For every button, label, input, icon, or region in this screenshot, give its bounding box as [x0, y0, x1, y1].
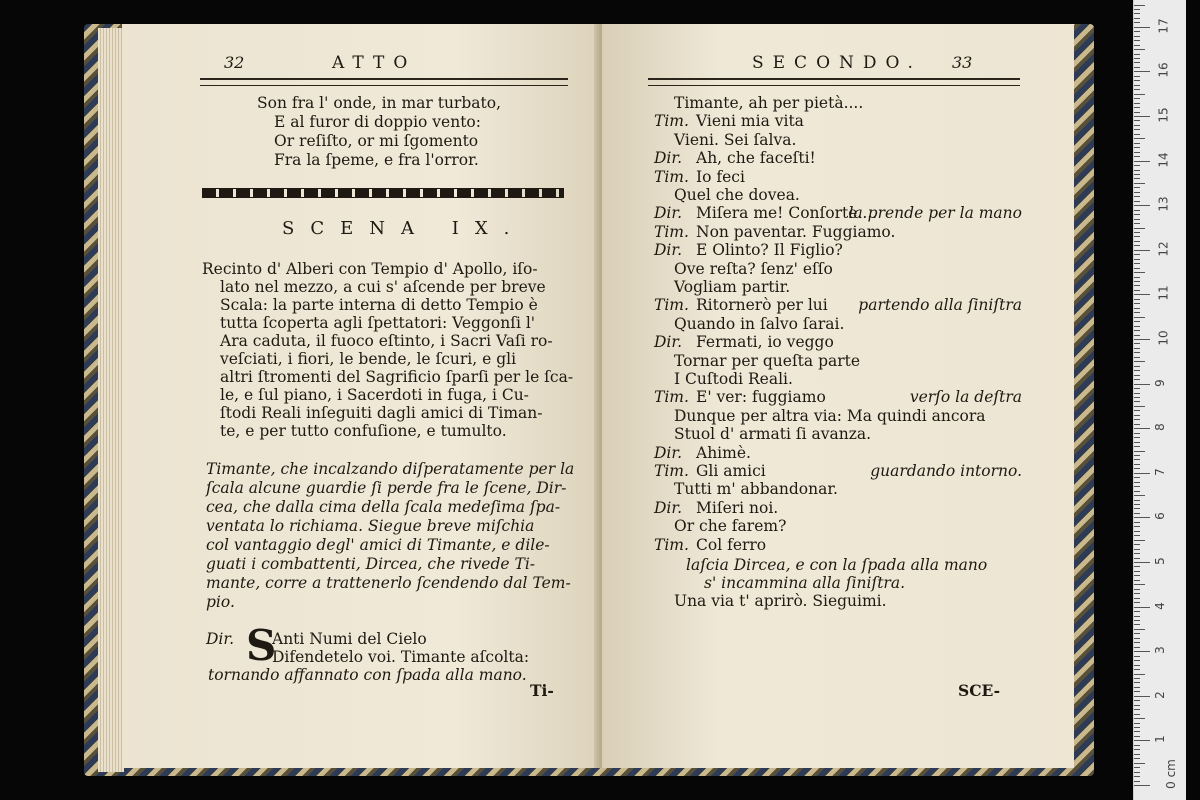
ruler-tick	[1134, 223, 1140, 224]
dialogue-line: Ritornerò per lui	[696, 296, 828, 315]
ruler-tick	[1134, 593, 1140, 594]
ruler-tick	[1134, 27, 1150, 28]
dialogue-line: Anti Numi del Cielo	[272, 630, 427, 648]
ruler-tick	[1134, 187, 1140, 188]
dialogue-line: Stuol d' armati ſi avanza.	[674, 425, 872, 444]
ruler-number: 1	[1152, 735, 1167, 744]
ruler-tick	[1134, 36, 1140, 37]
ruler-tick	[1134, 330, 1140, 331]
ruler-number: 2	[1152, 690, 1167, 699]
ruler-tick	[1134, 459, 1140, 460]
final-line: Una via t' aprirò. Sieguimi.	[674, 592, 887, 610]
ruler-tick	[1134, 241, 1140, 242]
ruler-tick	[1134, 205, 1150, 206]
ruler-tick	[1134, 482, 1140, 483]
ruler-number: 8	[1152, 423, 1167, 432]
ruler-tick	[1134, 94, 1145, 95]
ruler-tick	[1134, 611, 1140, 612]
speaker-label: Dir.	[654, 443, 683, 462]
ruler-tick	[1134, 562, 1150, 563]
catchword-right: SCE-	[958, 681, 1001, 700]
speaker-label: Tim.	[654, 535, 689, 554]
ruler-tick	[1134, 22, 1140, 23]
ruler-tick	[1134, 161, 1150, 162]
ruler-tick	[1134, 508, 1140, 509]
ruler-tick	[1134, 575, 1140, 576]
setting-line: te, e per tutto confuſione, e tumulto.	[220, 422, 507, 440]
ruler-tick	[1134, 754, 1140, 755]
ruler-tick	[1134, 464, 1140, 465]
speaker-label: Tim.	[654, 462, 689, 480]
page-number-right: 33	[952, 53, 973, 72]
ruler-tick	[1134, 660, 1140, 661]
dialogue-line: Miſera me! Conſorte....	[696, 204, 878, 223]
dialogue-line: E' ver: fuggiamo	[696, 388, 826, 407]
ruler-tick	[1134, 321, 1140, 322]
speaker-label: Dir.	[654, 149, 683, 168]
stage-direction-line: guati i combattenti, Dircea, che rivede Ti-	[206, 555, 536, 573]
running-head-left: ATTO	[332, 53, 417, 73]
ruler-tick	[1134, 361, 1145, 362]
setting-line: Recinto d' Alberi con Tempio d' Apollo, iſo-	[202, 260, 538, 278]
ruler-tick	[1134, 406, 1145, 407]
ruler-tick	[1134, 446, 1140, 447]
ruler-tick	[1134, 647, 1140, 648]
ruler-tick	[1134, 709, 1140, 710]
ruler-tick	[1134, 656, 1140, 657]
ruler-tick	[1134, 517, 1150, 518]
dialogue-line: Vieni mia vita	[696, 112, 804, 131]
ruler-tick	[1134, 718, 1145, 719]
ruler-tick	[1134, 638, 1140, 639]
setting-line: altri ſtromenti del Sagrificio ſparſi per le ſca-	[220, 368, 574, 386]
speaker-label: Tim.	[654, 112, 689, 131]
ruler-tick	[1134, 170, 1140, 171]
dialogue-line: Or che farem?	[674, 517, 787, 536]
ruler-tick	[1134, 674, 1145, 675]
ruler-tick	[1134, 571, 1140, 572]
dialogue-line: Tutti m' abbandonar.	[674, 480, 838, 499]
verse-line: Fra la ſpeme, e fra l'orror.	[274, 151, 479, 169]
ruler-tick	[1134, 531, 1140, 532]
exit-direction-line: s' incammina alla ſiniſtra.	[704, 574, 906, 592]
ruler-tick	[1134, 705, 1140, 706]
ruler-tick	[1134, 201, 1140, 202]
ruler-tick	[1134, 18, 1140, 19]
ruler-tick	[1134, 526, 1140, 527]
dialogue-line: Ove reſta? ſenz' eſſo	[674, 259, 833, 278]
ruler-tick	[1134, 736, 1140, 737]
ruler-tick	[1134, 522, 1140, 523]
page-edges	[98, 28, 124, 772]
speaker-label: Dir.	[654, 498, 683, 517]
dialogue-line: I Cuſtodi Reali.	[674, 370, 793, 388]
ruler-tick	[1134, 370, 1140, 371]
ruler-tick	[1134, 107, 1140, 108]
ruler-tick	[1134, 616, 1140, 617]
ruler-tick	[1134, 437, 1140, 438]
speaker-label: Tim.	[654, 222, 689, 241]
ruler-tick	[1134, 98, 1140, 99]
dialogue-line: Ah, che faceſti!	[696, 149, 816, 168]
verse-line: Or reſiſto, or mi ſgomento	[274, 132, 479, 150]
ruler-tick	[1134, 228, 1145, 229]
ruler-tick	[1134, 642, 1140, 643]
ruler-number: 14	[1156, 151, 1171, 168]
ruler-tick	[1134, 303, 1140, 304]
ruler-tick	[1134, 473, 1150, 474]
setting-line: lato nel mezzo, a cui s' aſcende per breve	[220, 278, 546, 296]
ruler-tick	[1134, 477, 1140, 478]
ruler-tick	[1134, 214, 1140, 215]
drop-cap: S	[246, 621, 277, 670]
header-rule-left	[200, 78, 568, 86]
ruler-tick	[1134, 669, 1140, 670]
ruler-tick	[1134, 714, 1140, 715]
ruler-tick	[1134, 308, 1140, 309]
ruler-tick	[1134, 13, 1140, 14]
ruler-tick	[1134, 397, 1140, 398]
ruler-tick	[1134, 9, 1140, 10]
ruler-number: 3	[1152, 646, 1167, 655]
ruler-tick	[1134, 152, 1140, 153]
ruler-tick	[1134, 758, 1140, 759]
dialogue-line: Vieni. Sei ſalva.	[674, 130, 797, 149]
speaker-label: Dir.	[654, 241, 683, 260]
left-page	[122, 24, 600, 768]
ruler-tick	[1134, 745, 1140, 746]
verse-line: E al furor di doppio vento:	[274, 113, 481, 131]
ruler-tick	[1134, 513, 1140, 514]
ruler-number: 7	[1152, 467, 1167, 476]
ruler-tick	[1134, 183, 1145, 184]
catchword-left: Ti-	[530, 681, 554, 700]
ruler-tick	[1134, 495, 1145, 496]
ruler-tick	[1134, 129, 1140, 130]
ruler-tick	[1134, 281, 1140, 282]
ruler-tick	[1134, 749, 1140, 750]
ruler-tick	[1134, 428, 1150, 429]
dialogue-line: Difendetelo voi. Timante aſcolta:	[272, 648, 530, 666]
ruler-tick	[1134, 263, 1140, 264]
ruler-tick	[1134, 357, 1140, 358]
page-number-left: 32	[224, 53, 245, 72]
ruler-tick	[1134, 174, 1140, 175]
ruler-tick	[1134, 339, 1150, 340]
ruler-tick	[1134, 5, 1145, 6]
speaker-label: Dir.	[206, 630, 235, 648]
stage-direction-line: cea, che dalla cima della ſcala medeſima ſpa-	[206, 498, 561, 516]
ruler-tick	[1134, 549, 1140, 550]
ruler-tick	[1134, 491, 1140, 492]
ruler-tick	[1134, 219, 1140, 220]
ruler-tick	[1134, 250, 1150, 251]
ruler-tick	[1134, 147, 1140, 148]
ruler-tick	[1134, 580, 1140, 581]
ruler-tick	[1134, 277, 1140, 278]
ruler-tick	[1134, 442, 1140, 443]
stage-direction-inline: la prende per la mano	[848, 204, 1022, 223]
ruler-tick	[1134, 419, 1140, 420]
setting-line: tutta ſcoperta agli ſpettatori: Veggonſi l'	[220, 314, 536, 332]
ruler-tick	[1134, 544, 1140, 545]
ruler-tick	[1134, 566, 1140, 567]
ruler-number: 11	[1156, 285, 1171, 302]
stage-direction-line: pio.	[206, 593, 235, 611]
ruler-tick	[1134, 723, 1140, 724]
ruler-tick	[1134, 651, 1150, 652]
ruler-number: 13	[1156, 196, 1171, 212]
ruler-tick	[1134, 375, 1140, 376]
stage-direction-inline: tornando affannato con ſpada alla mano.	[208, 666, 527, 684]
right-page	[602, 24, 1074, 768]
ruler-tick	[1134, 259, 1140, 260]
ruler-number: 0 cm	[1163, 759, 1178, 789]
ruler-tick	[1134, 348, 1140, 349]
ruler-tick	[1134, 535, 1140, 536]
stage-direction-inline: verſo la deſtra	[909, 388, 1022, 407]
dialogue-line: Miſeri noi.	[696, 498, 779, 517]
ruler-tick	[1134, 326, 1140, 327]
ruler-tick	[1134, 125, 1140, 126]
ruler-tick	[1134, 89, 1140, 90]
speaker-label: Tim.	[654, 388, 689, 407]
setting-line: ſtodi Reali inſeguiti dagli amici di Timan-	[220, 404, 543, 422]
dialogue-line: Ahimè.	[696, 443, 751, 462]
ruler-number: 10	[1156, 330, 1171, 346]
ruler-tick	[1134, 776, 1140, 777]
stage-direction-line: mante, corre a trattenerlo ſcendendo dal Tem-	[206, 574, 571, 592]
ruler-tick	[1134, 727, 1140, 728]
ruler-tick	[1134, 468, 1140, 469]
ruler-tick	[1134, 763, 1145, 764]
ruler-tick	[1134, 379, 1140, 380]
stage-direction-line: Timante, che incalzando diſperatamente per la	[206, 460, 575, 478]
dialogue-line: Timante, ah per pietà....	[674, 94, 864, 112]
speaker-label: Dir.	[654, 333, 683, 352]
ruler-number: 5	[1152, 557, 1167, 565]
ruler-tick	[1134, 602, 1140, 603]
ruler-tick	[1134, 401, 1140, 402]
ruler-tick	[1134, 103, 1140, 104]
ruler-tick	[1134, 451, 1145, 452]
dialogue-line: Quando in ſalvo ſarai.	[674, 314, 845, 333]
ruler-tick	[1134, 254, 1140, 255]
ruler-tick	[1134, 785, 1150, 786]
ruler-tick	[1134, 682, 1140, 683]
ruler-tick	[1134, 268, 1140, 269]
stage-direction-inline: partendo alla ſiniſtra	[858, 296, 1022, 315]
ruler-tick	[1134, 607, 1150, 608]
measurement-ruler	[1133, 0, 1186, 800]
ruler-tick	[1134, 384, 1150, 385]
setting-line: veſciati, i fiori, le bende, le ſcuri, e gli	[220, 350, 517, 368]
ruler-tick	[1134, 112, 1140, 113]
ruler-tick	[1134, 76, 1140, 77]
ruler-tick	[1134, 500, 1140, 501]
ruler-tick	[1134, 388, 1140, 389]
scene-title: SCENA IX.	[282, 218, 526, 239]
ruler-tick	[1134, 67, 1140, 68]
ruler-tick	[1134, 584, 1145, 585]
ruler-number: 4	[1152, 601, 1167, 610]
ruler-tick	[1134, 120, 1140, 121]
dialogue-line: Gli amici	[696, 462, 766, 480]
ruler-tick	[1134, 245, 1140, 246]
ruler-tick	[1134, 85, 1140, 86]
ruler-tick	[1134, 31, 1140, 32]
ruler-tick	[1134, 165, 1140, 166]
ruler-tick	[1134, 433, 1140, 434]
ruler-tick	[1134, 731, 1140, 732]
ruler-tick	[1134, 393, 1140, 394]
ruler-tick	[1134, 54, 1140, 55]
speaker-label: Tim.	[654, 296, 689, 315]
ruler-tick	[1134, 45, 1140, 46]
ruler-tick	[1134, 629, 1145, 630]
ruler-tick	[1134, 352, 1140, 353]
ruler-tick	[1134, 40, 1140, 41]
ruler-tick	[1134, 272, 1145, 273]
verse-line: Son fra l' onde, in mar turbato,	[257, 94, 501, 112]
stage-direction-line: ventata lo richiama. Siegue breve miſchia	[206, 517, 535, 535]
ruler-tick	[1134, 80, 1140, 81]
dialogue-line: Vogliam partir.	[674, 278, 791, 296]
ruler-tick	[1134, 143, 1140, 144]
ruler-tick	[1134, 138, 1145, 139]
ruler-tick	[1134, 410, 1140, 411]
dialogue-line: Quel che dovea.	[674, 186, 800, 204]
ruler-tick	[1134, 285, 1140, 286]
ruler-tick	[1134, 58, 1140, 59]
ruler-tick	[1134, 178, 1140, 179]
exit-direction-line: laſcia Dircea, e con la ſpada alla mano	[686, 556, 988, 574]
dialogue-line: Col ferro	[696, 535, 767, 554]
ruler-tick	[1134, 62, 1140, 63]
ruler-tick	[1134, 134, 1140, 135]
ruler-tick	[1134, 343, 1140, 344]
ruler-tick	[1134, 192, 1140, 193]
ruler-tick	[1134, 424, 1140, 425]
ruler-tick	[1134, 624, 1140, 625]
ruler-tick	[1134, 504, 1140, 505]
ruler-tick	[1134, 553, 1140, 554]
ruler-tick	[1134, 455, 1140, 456]
dialogue-line: Fermati, io veggo	[696, 333, 834, 352]
ruler-tick	[1134, 294, 1150, 295]
ornament-rule	[202, 188, 564, 198]
stage-direction-line: ſcala alcune guardie ſi perde fra le ſcene, Dir-	[206, 479, 567, 497]
ruler-tick	[1134, 71, 1150, 72]
ruler-tick	[1134, 665, 1140, 666]
ruler-tick	[1134, 691, 1140, 692]
ruler-tick	[1134, 415, 1140, 416]
ruler-tick	[1134, 696, 1150, 697]
ruler-tick	[1134, 116, 1150, 117]
ruler-tick	[1134, 700, 1140, 701]
dialogue-line: Tornar per queſta parte	[674, 351, 861, 370]
stage-direction-line: col vantaggio degl' amici di Timante, e dile-	[206, 536, 550, 554]
ruler-tick	[1134, 767, 1140, 768]
ruler-tick	[1134, 687, 1140, 688]
setting-line: Scala: la parte interna di detto Tempio è	[220, 296, 538, 314]
ruler-tick	[1134, 620, 1140, 621]
ruler-tick	[1134, 232, 1140, 233]
dialogue-line: E Olinto? Il Figlio?	[696, 241, 843, 260]
ruler-tick	[1134, 558, 1140, 559]
ruler-tick	[1134, 740, 1150, 741]
ruler-tick	[1134, 317, 1145, 318]
dialogue-line: Io feci	[696, 167, 745, 186]
dialogue-line: Non paventar. Fuggiamo.	[696, 222, 896, 241]
ruler-number: 6	[1152, 512, 1167, 521]
running-head-right: SECONDO.	[752, 53, 922, 73]
setting-line: Ara caduta, il fuoco eſtinto, i Sacri Vaſi ro-	[220, 332, 553, 350]
ruler-tick	[1134, 335, 1140, 336]
ruler-tick	[1134, 196, 1140, 197]
ruler-tick	[1134, 236, 1140, 237]
ruler-tick	[1134, 366, 1140, 367]
dialogue-line: Dunque per altra via: Ma quindi ancora	[674, 406, 986, 425]
ruler-tick	[1134, 299, 1140, 300]
header-rule-right	[648, 78, 1020, 86]
ruler-tick	[1134, 772, 1140, 773]
ruler-tick	[1134, 49, 1145, 50]
ruler-tick	[1134, 633, 1140, 634]
ruler-number: 17	[1156, 18, 1171, 34]
ruler-tick	[1134, 678, 1140, 679]
speaker-label: Dir.	[654, 204, 683, 223]
ruler-tick	[1134, 598, 1140, 599]
stage-direction-inline: guardando intorno.	[870, 462, 1022, 480]
ruler-tick	[1134, 540, 1145, 541]
ruler-tick	[1134, 486, 1140, 487]
ruler-number: 9	[1152, 378, 1167, 387]
speaker-label: Tim.	[654, 167, 689, 186]
ruler-tick	[1134, 156, 1140, 157]
ruler-tick	[1134, 312, 1140, 313]
ruler-tick	[1134, 210, 1140, 211]
ruler-tick	[1134, 290, 1140, 291]
ruler-number: 15	[1156, 107, 1171, 123]
ruler-tick	[1134, 589, 1140, 590]
ruler-tick	[1134, 781, 1140, 782]
setting-line: le, e ſul piano, i Sacerdoti in fuga, i Cu-	[220, 386, 529, 404]
ruler-number: 16	[1156, 62, 1171, 79]
ruler-number: 12	[1156, 241, 1171, 257]
